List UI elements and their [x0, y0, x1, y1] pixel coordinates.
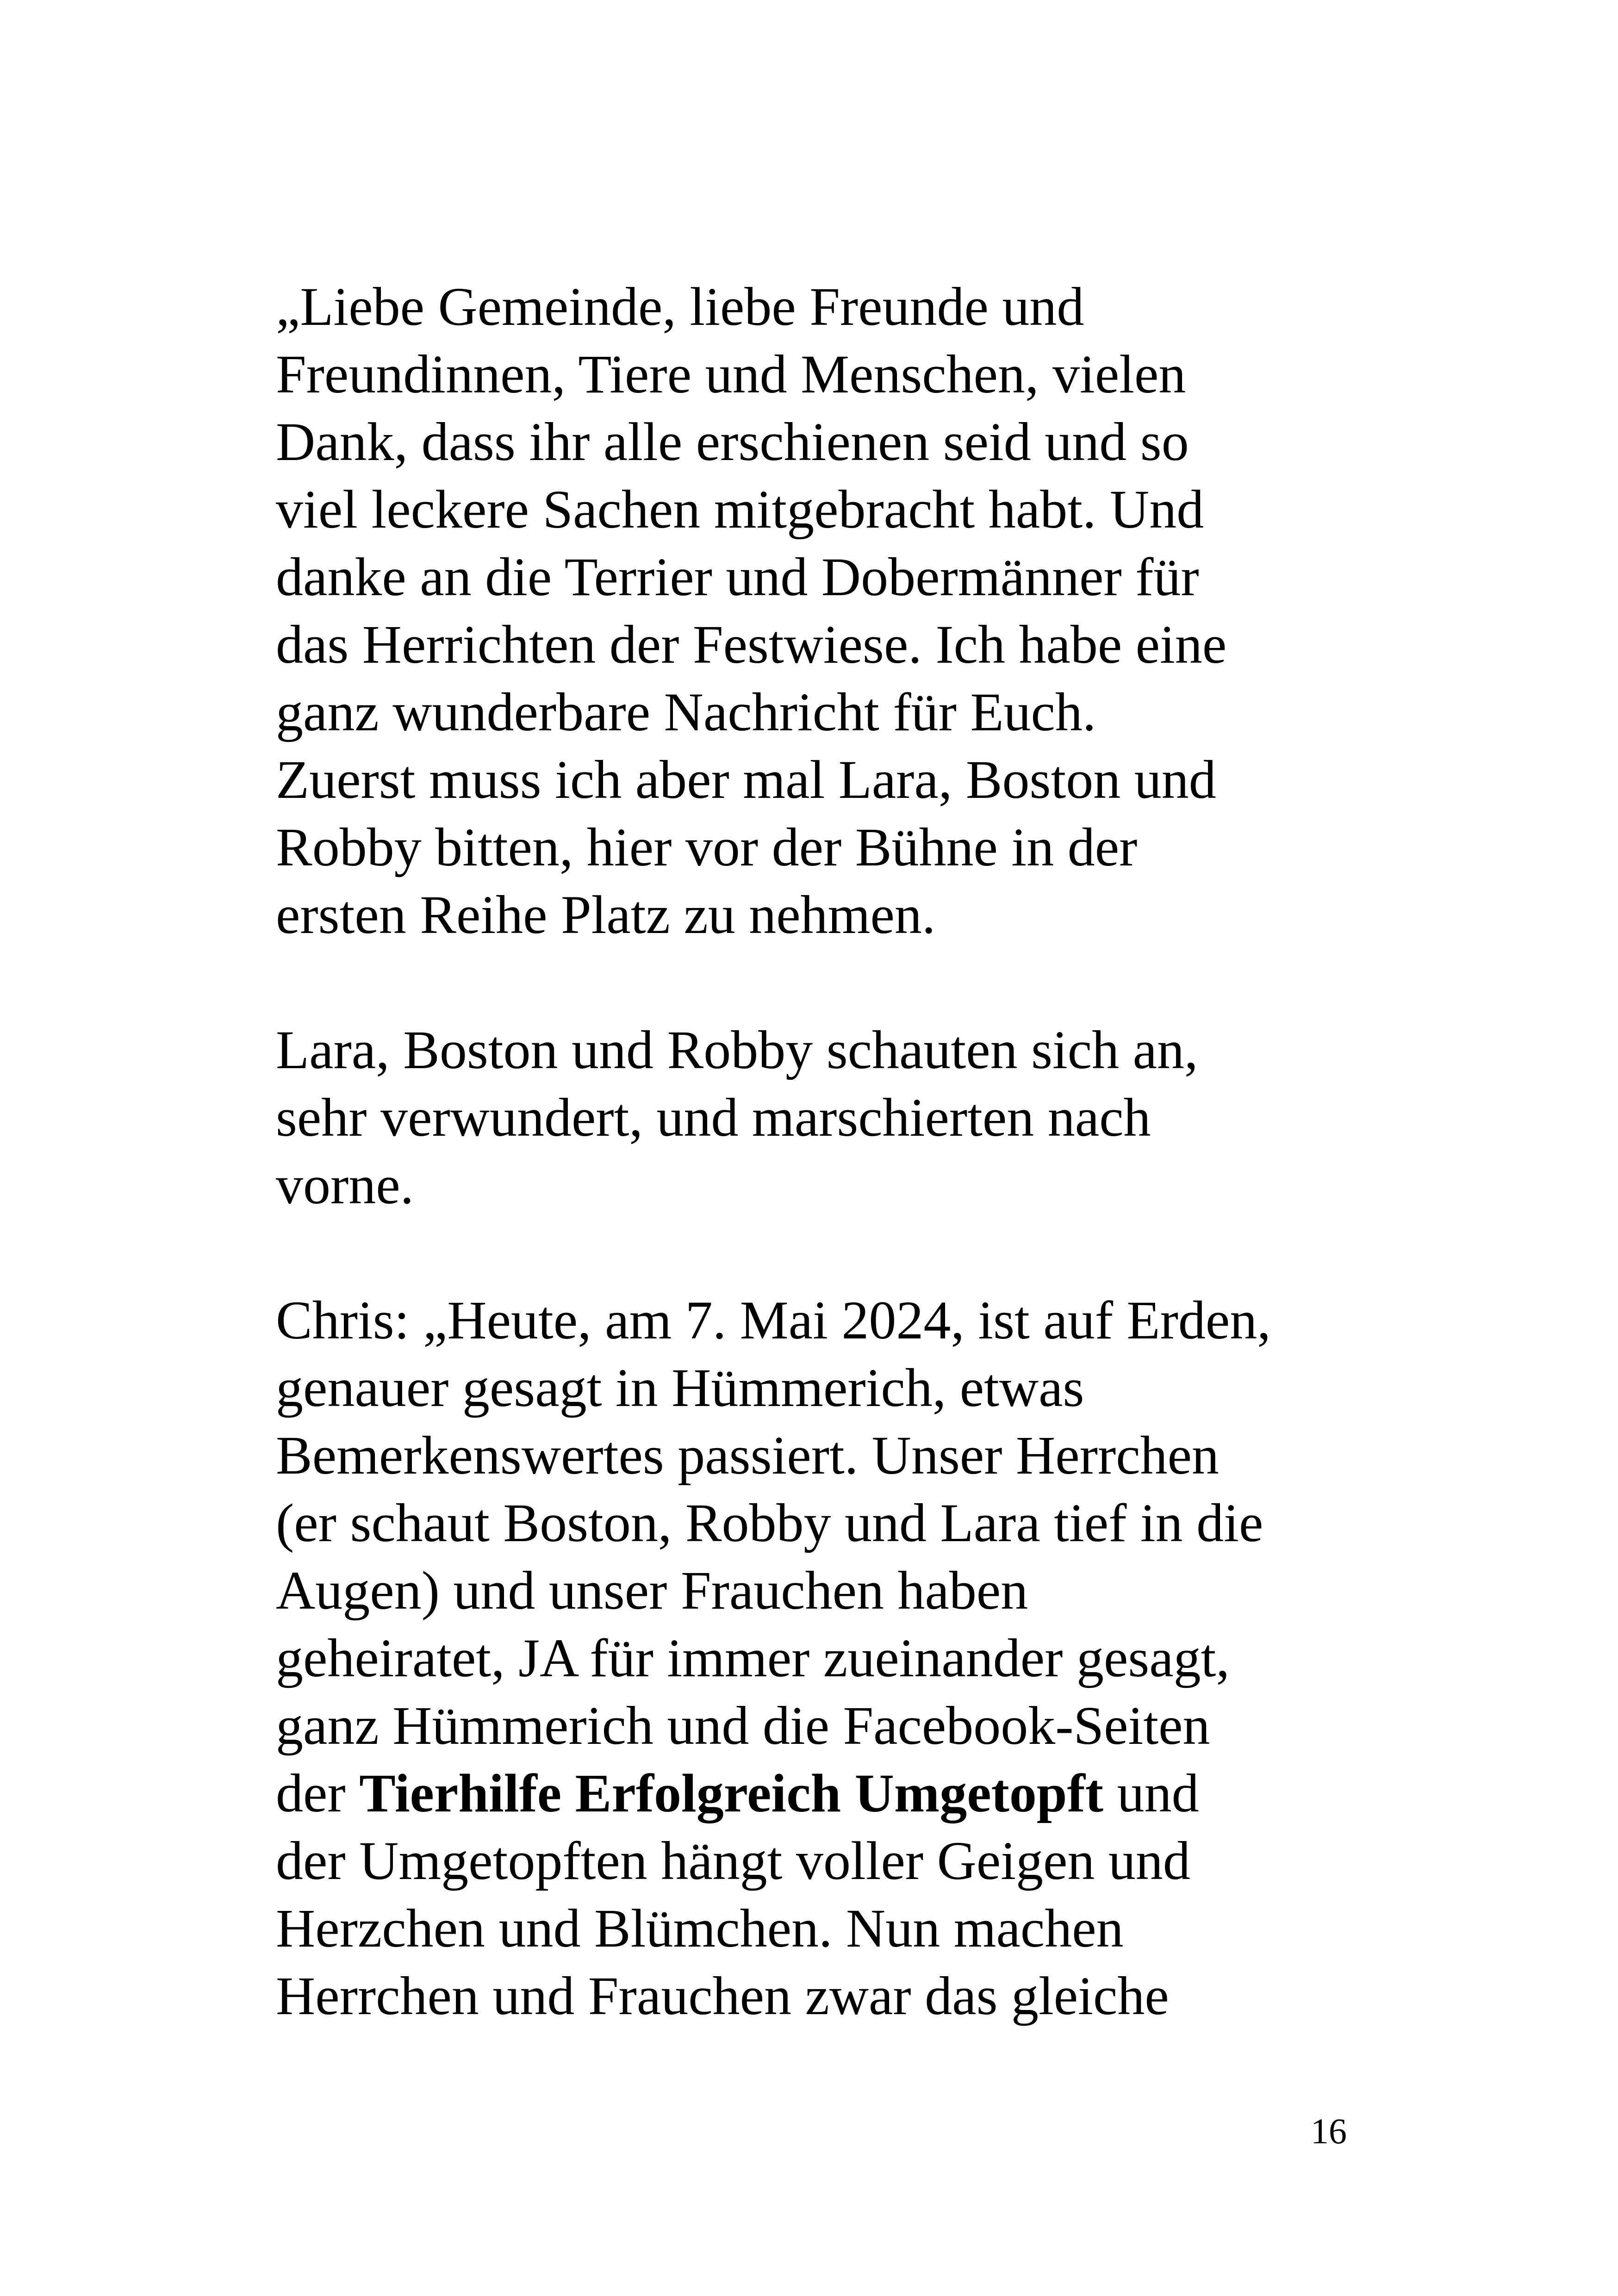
text-line: viel leckere Sachen mitgebracht habt. Und: [276, 479, 1204, 540]
text-line: Lara, Boston und Robby schauten sich an,: [276, 1020, 1198, 1080]
text-line: der Umgetopften hängt voller Geigen und: [276, 1830, 1190, 1891]
text-line: danke an die Terrier und Dobermänner für: [276, 547, 1199, 607]
organization-name: Tierhilfe Erfolgreich Umgetopft: [359, 1763, 1104, 1823]
text-line: vorne.: [276, 1155, 414, 1215]
text-segment: der: [276, 1763, 360, 1823]
text-line: Herzchen und Blümchen. Nun machen: [276, 1898, 1124, 1959]
paragraph-gap: [276, 1219, 1387, 1287]
text-line: (er schaut Boston, Robby und Lara tief in die: [276, 1493, 1263, 1553]
text-line: ersten Reihe Platz zu nehmen.: [276, 884, 936, 945]
body-text: [276, 273, 1387, 2030]
text-line: Chris: „Heute, am 7. Mai 2024, ist auf Erden,: [276, 1290, 1271, 1350]
text-segment: und: [1103, 1763, 1199, 1823]
text-line: Dank, dass ihr alle erschienen seid und so: [276, 411, 1189, 472]
text-line: Bemerkenswertes passiert. Unser Herrchen: [276, 1425, 1219, 1486]
text-line: Augen) und unser Frauchen haben: [276, 1560, 1028, 1621]
paragraph-gap: [276, 949, 1387, 1016]
text-line-with-bold: [276, 1760, 1387, 1827]
text-line: ganz Hümmerich und die Facebook-Seiten: [276, 1695, 1210, 1756]
text-line: genauer gesagt in Hümmerich, etwas: [276, 1357, 1084, 1418]
text-line: „Liebe Gemeinde, liebe Freunde und: [276, 276, 1084, 337]
page-number: 16: [1311, 2111, 1347, 2151]
text-line: Zuerst muss ich aber mal Lara, Boston und: [276, 749, 1216, 810]
text-line: geheiratet, JA für immer zueinander gesagt,: [276, 1628, 1230, 1688]
text-line: Herrchen und Frauchen zwar das gleiche: [276, 1966, 1169, 2026]
text-line: Robby bitten, hier vor der Bühne in der: [276, 817, 1138, 877]
text-line: ganz wunderbare Nachricht für Euch.: [276, 682, 1096, 742]
text-line: das Herrichten der Festwiese. Ich habe eine: [276, 614, 1227, 675]
text-line: Freundinnen, Tiere und Menschen, vielen: [276, 344, 1186, 404]
text-line: sehr verwundert, und marschierten nach: [276, 1087, 1151, 1148]
